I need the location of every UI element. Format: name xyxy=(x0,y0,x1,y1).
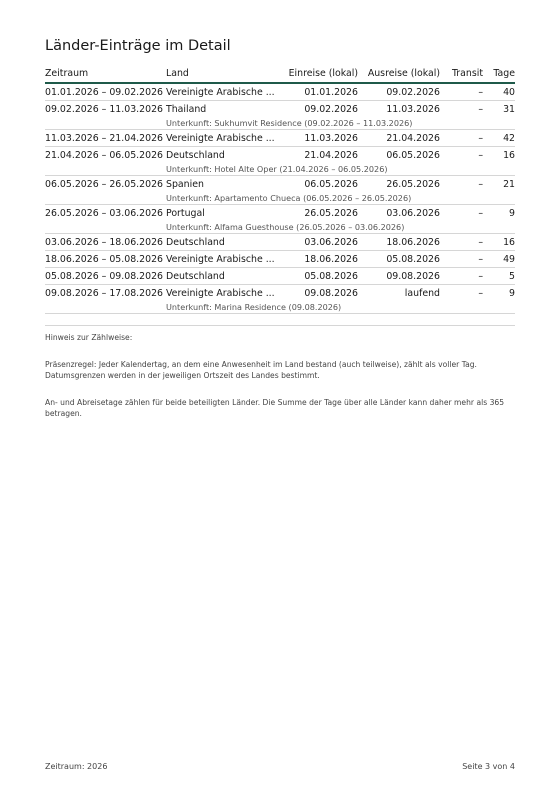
column-header-einreise: Einreise (lokal) xyxy=(288,68,358,79)
cell-land: Vereinigte Arabische ... xyxy=(166,288,275,299)
cell-land: Vereinigte Arabische ... xyxy=(166,254,275,265)
cell-transit: – xyxy=(478,254,483,265)
cell-land: Spanien xyxy=(166,179,204,190)
cell-land: Vereinigte Arabische ... xyxy=(166,87,275,98)
accommodation-note-row xyxy=(45,163,515,176)
cell-zeitraum: 09.08.2026 – 17.08.2026 xyxy=(45,288,164,299)
accommodation-note: Unterkunft: Marina Residence (09.08.2026) xyxy=(166,302,342,312)
cell-zeitraum: 09.02.2026 – 11.03.2026 xyxy=(45,104,164,115)
table-row xyxy=(45,285,515,301)
cell-tage: 42 xyxy=(503,133,515,144)
hint-section xyxy=(45,325,515,419)
accommodation-note: Unterkunft: Hotel Alte Oper (21.04.2026 – 06.05.2026) xyxy=(166,164,388,174)
cell-tage: 40 xyxy=(503,87,515,98)
table-row xyxy=(45,268,515,285)
table-row xyxy=(45,234,515,251)
table-row xyxy=(45,101,515,117)
accommodation-note: Unterkunft: Apartamento Chueca (06.05.2026 – 26.05.2026) xyxy=(166,193,412,203)
cell-ausreise: 09.02.2026 xyxy=(386,87,440,98)
cell-transit: – xyxy=(478,237,483,248)
cell-land: Thailand xyxy=(166,104,207,115)
cell-einreise: 03.06.2026 xyxy=(304,237,358,248)
cell-zeitraum: 21.04.2026 – 06.05.2026 xyxy=(45,150,164,161)
cell-ausreise: 11.03.2026 xyxy=(386,104,440,115)
cell-zeitraum: 18.06.2026 – 05.08.2026 xyxy=(45,254,164,265)
cell-tage: 9 xyxy=(509,288,515,299)
cell-ausreise: 05.08.2026 xyxy=(386,254,440,265)
table-row xyxy=(45,84,515,101)
cell-transit: – xyxy=(478,179,483,190)
cell-ausreise: 03.06.2026 xyxy=(386,208,440,219)
column-header-land: Land xyxy=(166,68,189,79)
cell-ausreise: 21.04.2026 xyxy=(386,133,440,144)
accommodation-note-row xyxy=(45,192,515,205)
cell-transit: – xyxy=(478,150,483,161)
cell-ausreise: 26.05.2026 xyxy=(386,179,440,190)
cell-zeitraum: 26.05.2026 – 03.06.2026 xyxy=(45,208,164,219)
cell-tage: 21 xyxy=(503,179,515,190)
cell-tage: 5 xyxy=(509,271,515,282)
table-row xyxy=(45,130,515,147)
cell-zeitraum: 01.01.2026 – 09.02.2026 xyxy=(45,87,164,98)
cell-einreise: 09.08.2026 xyxy=(304,288,358,299)
table-row xyxy=(45,251,515,268)
cell-land: Vereinigte Arabische ... xyxy=(166,133,275,144)
cell-transit: – xyxy=(478,208,483,219)
column-header-zeitraum: Zeitraum xyxy=(45,68,89,79)
cell-tage: 9 xyxy=(509,208,515,219)
footer-page-number: Seite 3 von 4 xyxy=(462,762,515,771)
hint-travel-days-rule: An- und Abreisetage zählen für beide beteiligten Länder. Die Summe der Tage über alle Länder kann daher mehr als 365 betragen. xyxy=(45,398,505,418)
cell-transit: – xyxy=(478,104,483,115)
accommodation-note-row xyxy=(45,117,515,130)
cell-tage: 31 xyxy=(503,104,515,115)
cell-einreise: 18.06.2026 xyxy=(304,254,358,265)
cell-tage: 16 xyxy=(503,237,515,248)
cell-land: Deutschland xyxy=(166,150,225,161)
table-row xyxy=(45,147,515,163)
accommodation-note: Unterkunft: Alfama Guesthouse (26.05.2026 – 03.06.2026) xyxy=(166,222,405,232)
cell-einreise: 05.08.2026 xyxy=(304,271,358,282)
cell-zeitraum: 03.06.2026 – 18.06.2026 xyxy=(45,237,164,248)
cell-ausreise: 09.08.2026 xyxy=(386,271,440,282)
cell-einreise: 01.01.2026 xyxy=(304,87,358,98)
cell-zeitraum: 06.05.2026 – 26.05.2026 xyxy=(45,179,164,190)
page-title: Länder-Einträge im Detail xyxy=(45,38,231,54)
cell-transit: – xyxy=(478,288,483,299)
cell-ausreise: 06.05.2026 xyxy=(386,150,440,161)
column-header-transit: Transit xyxy=(451,68,483,79)
table-header xyxy=(45,66,515,82)
column-header-ausreise: Ausreise (lokal) xyxy=(367,68,440,79)
cell-transit: – xyxy=(478,271,483,282)
cell-einreise: 21.04.2026 xyxy=(304,150,358,161)
accommodation-note: Unterkunft: Sukhumvit Residence (09.02.2026 – 11.03.2026) xyxy=(166,118,413,128)
accommodation-note-row xyxy=(45,301,515,314)
cell-einreise: 09.02.2026 xyxy=(304,104,358,115)
accommodation-note-row xyxy=(45,221,515,234)
cell-land: Portugal xyxy=(166,208,205,219)
cell-einreise: 11.03.2026 xyxy=(304,133,358,144)
footer-period: Zeitraum: 2026 xyxy=(45,762,108,771)
cell-einreise: 06.05.2026 xyxy=(304,179,358,190)
cell-transit: – xyxy=(478,133,483,144)
cell-transit: – xyxy=(478,87,483,98)
table-row xyxy=(45,176,515,192)
hint-presence-rule: Präsenzregel: Jeder Kalendertag, an dem eine Anwesenheit im Land bestand (auch teilweise), zählt als voller Tag. Datumsgrenzen werden in der jeweiligen Ortszeit des Landes bestimmt. xyxy=(45,360,477,380)
table-body xyxy=(45,84,515,314)
table-row xyxy=(45,205,515,221)
cell-einreise: 26.05.2026 xyxy=(304,208,358,219)
cell-zeitraum: 05.08.2026 – 09.08.2026 xyxy=(45,271,164,282)
column-header-tage: Tage xyxy=(493,68,515,79)
cell-tage: 16 xyxy=(503,150,515,161)
cell-land: Deutschland xyxy=(166,237,225,248)
cell-land: Deutschland xyxy=(166,271,225,282)
entries-table xyxy=(45,66,515,314)
cell-zeitraum: 11.03.2026 – 21.04.2026 xyxy=(45,133,164,144)
hint-heading: Hinweis zur Zählweise: xyxy=(45,333,133,342)
cell-ausreise: laufend xyxy=(404,288,440,299)
cell-ausreise: 18.06.2026 xyxy=(386,237,440,248)
cell-tage: 49 xyxy=(503,254,515,265)
